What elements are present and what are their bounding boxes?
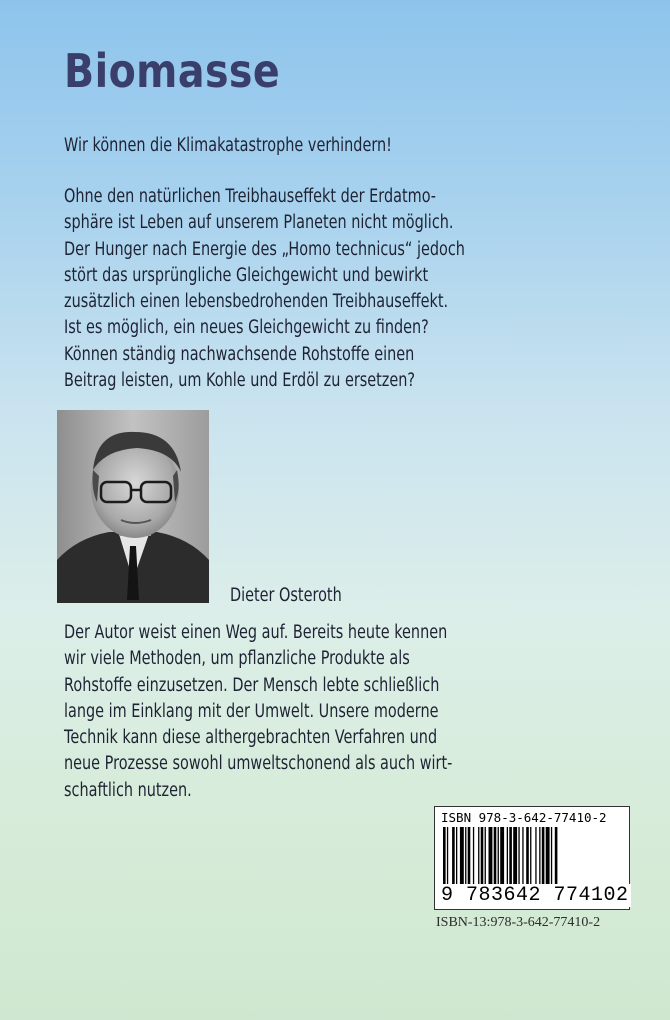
intro-line: sphäre ist Leben auf unserem Planeten nicht möglich. [64, 212, 454, 234]
intro-line: Können ständig nachwachsende Rohstoffe einen [64, 343, 415, 365]
intro-line: Ohne den natürlichen Treibhauseffekt der Erdatmo- [64, 186, 436, 207]
intro-paragraph [64, 184, 465, 394]
intro-line: Beitrag leisten, um Kohle und Erdöl zu ersetzen? [64, 370, 416, 392]
isbn13-label: ISBN-13:978-3-642-77410-2 [436, 915, 601, 930]
book-title: Biomasse [64, 44, 281, 98]
isbn-barcode [434, 806, 630, 910]
intro-line: Ist es möglich, ein neues Gleichgewicht zu finden? [64, 317, 429, 339]
barcode-digits: 9 783642 774102 [441, 884, 629, 907]
author-photo [57, 410, 209, 603]
author-bio-paragraph [64, 620, 452, 804]
isbn-label: ISBN 978-3-642-77410-2 [441, 810, 607, 825]
intro-line: stört das ursprüngliche Gleichgewicht und bewirkt [64, 264, 429, 286]
bio-line: lange im Einklang mit der Umwelt. Unsere moderne [64, 700, 439, 722]
intro-line: Der Hunger nach Energie des „Homo technicus“ jedoch [64, 238, 465, 260]
tagline: Wir können die Klimakatastrophe verhindern! [64, 135, 392, 156]
bio-line: Technik kann diese althergebrachten Verfahren und [64, 727, 438, 749]
bio-line: Der Autor weist einen Weg auf. Bereits heute kennen [64, 622, 448, 643]
bio-line: Rohstoffe einzusetzen. Der Mensch lebte schließlich [64, 674, 440, 696]
bio-line: wir viele Methoden, um pflanzliche Produkte als [64, 648, 410, 670]
intro-line: zusätzlich einen lebensbedrohenden Treibhauseffekt. [64, 291, 449, 313]
author-name: Dieter Osteroth [230, 585, 342, 606]
bio-line: neue Prozesse sowohl umweltschonend als auch wirt- [64, 753, 453, 775]
bio-line: schaftlich nutzen. [64, 779, 192, 801]
